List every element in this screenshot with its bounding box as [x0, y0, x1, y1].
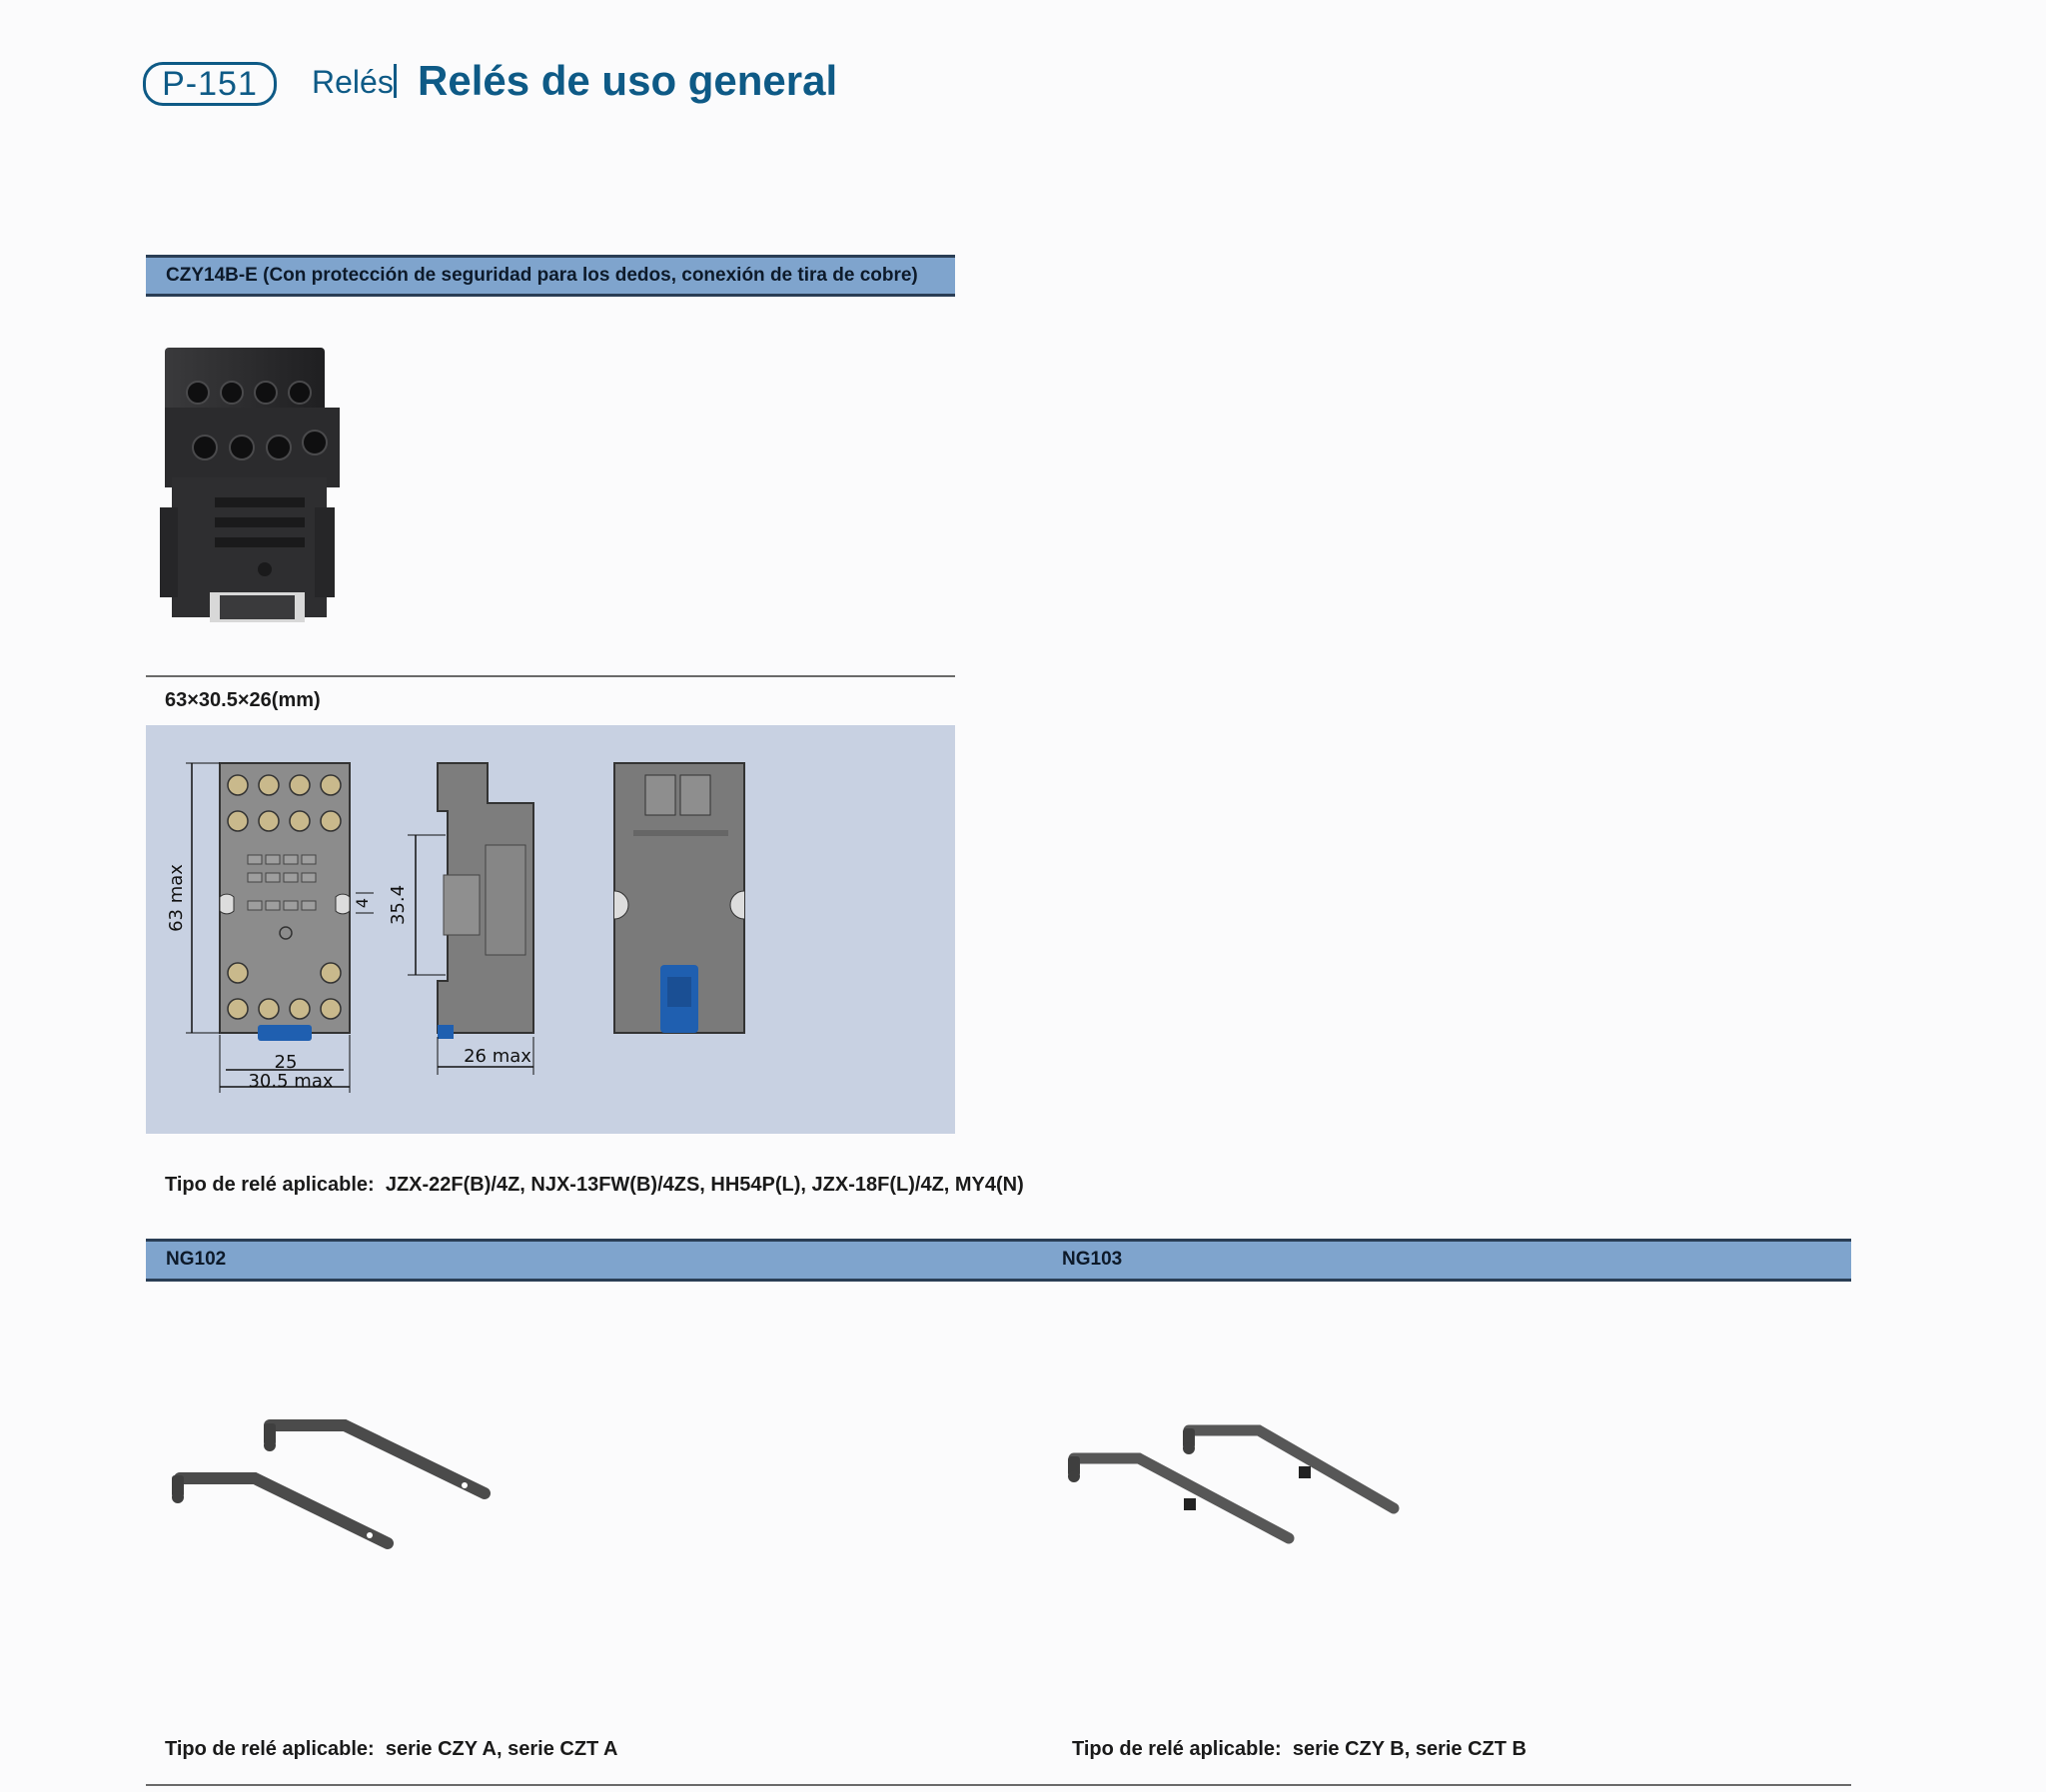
dim-small-label: 4 — [353, 897, 372, 909]
clips-section-header — [146, 1239, 1851, 1282]
bottom-view — [614, 763, 744, 1033]
front-view — [186, 763, 374, 1093]
bottom-divider — [146, 1784, 1851, 1786]
applicable-value: JZX-22F(B)/4Z, NJX-13FW(B)/4ZS, HH54P(L), JZX-18F(L)/4Z, MY4(N) — [385, 1174, 1024, 1196]
ng103-clip-photo — [1059, 1418, 1409, 1568]
ng102-clip-photo — [160, 1413, 500, 1573]
ng102-title: NG102 — [166, 1249, 227, 1270]
page-number-badge: P-151 — [143, 62, 277, 106]
ng103-applicable-value: serie CZY B, serie CZT B — [1292, 1738, 1527, 1760]
socket-dimensions: 63×30.5×26(mm) — [165, 689, 321, 711]
dimension-drawing — [146, 725, 955, 1134]
side-view — [408, 763, 533, 1075]
socket-product-photo — [160, 338, 350, 637]
ng102-applicable-value: serie CZY A, serie CZT A — [385, 1738, 618, 1760]
socket-section-title: CZY14B-E (Con protección de seguridad para los dedos, conexión de tira de cobre) — [166, 265, 918, 286]
dim-inner-width-label: 25 — [274, 1052, 298, 1073]
applicable-label: Tipo de relé aplicable: — [165, 1174, 375, 1196]
ng103-applicable-label: Tipo de relé aplicable: — [1072, 1738, 1282, 1760]
socket-section-header — [146, 255, 955, 297]
ng103-applicable-relays — [1072, 1738, 1527, 1761]
ng102-applicable-relays — [165, 1738, 618, 1761]
dim-height-label: 63 max — [166, 864, 187, 932]
ng102-applicable-label: Tipo de relé aplicable: — [165, 1738, 375, 1760]
socket-applicable-relays — [165, 1174, 1024, 1197]
section-divider — [146, 675, 955, 677]
dim-pitch-label: 35.4 — [388, 884, 409, 926]
breadcrumb-separator — [394, 64, 397, 98]
page-title: Relés de uso general — [418, 57, 838, 104]
dimension-drawing-panel — [146, 725, 955, 1134]
dim-depth-label: 26 max — [464, 1046, 531, 1067]
ng103-title: NG103 — [1062, 1249, 1123, 1270]
dim-width-label: 30.5 max — [248, 1071, 334, 1092]
breadcrumb-category: Relés — [312, 64, 394, 100]
